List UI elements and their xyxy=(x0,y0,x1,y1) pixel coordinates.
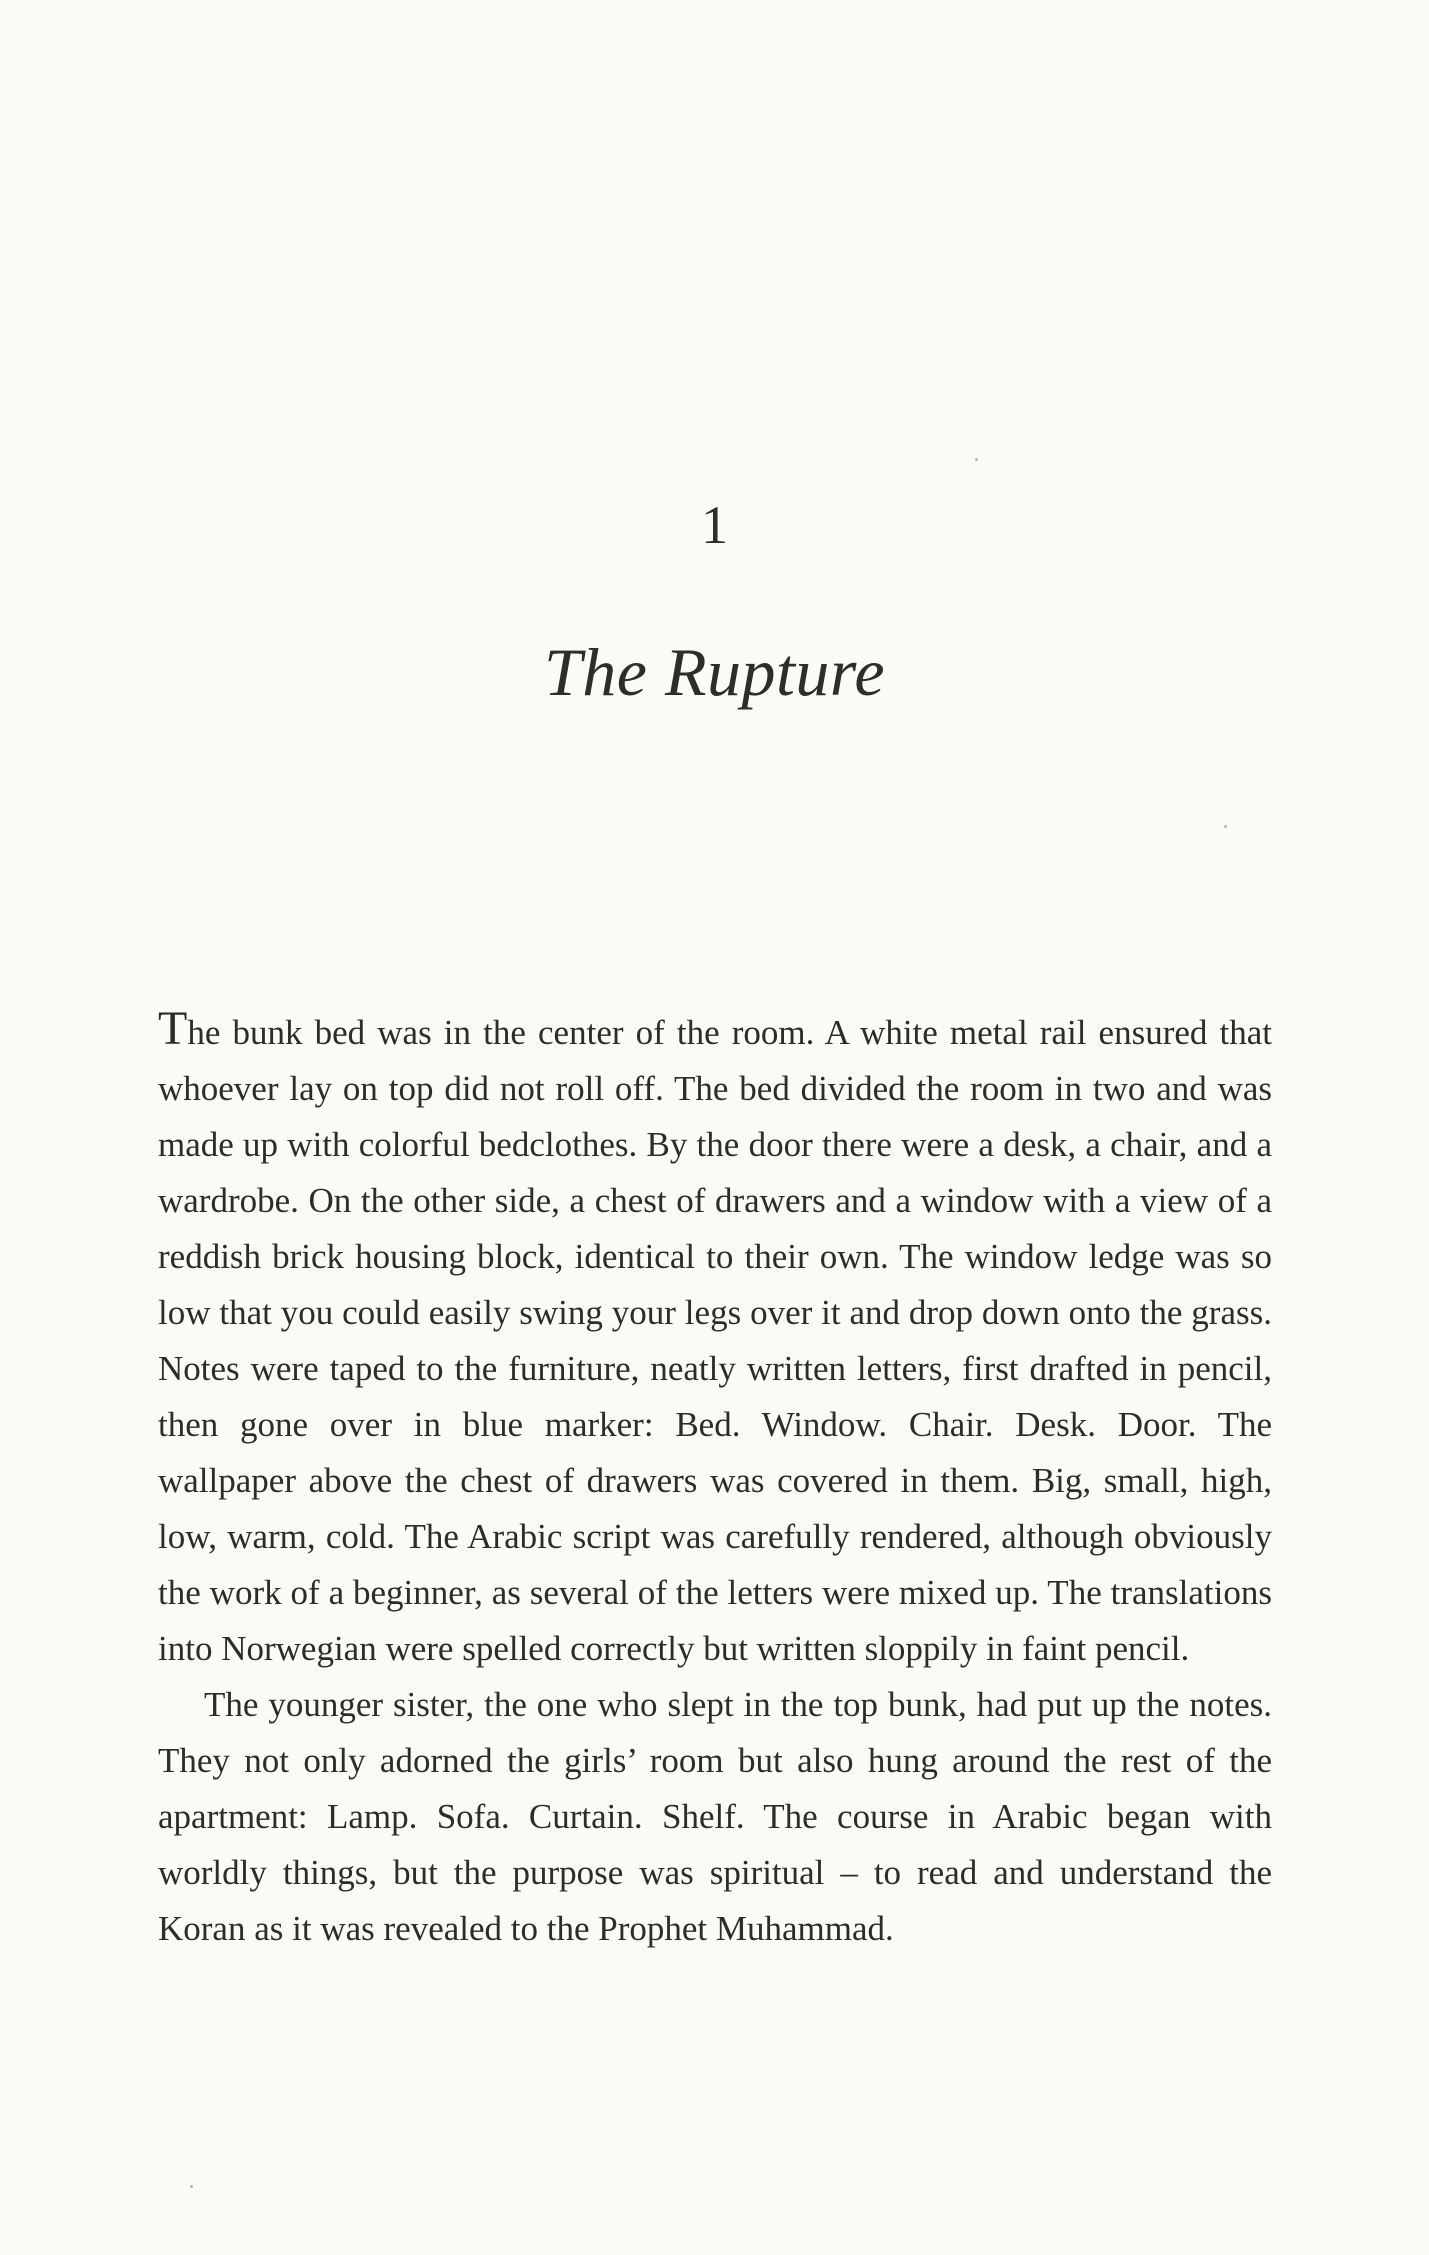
paragraph-1-text: he bunk bed was in the center of the room. A white metal rail ensured that whoever lay on top did not roll off. The bed divided the room in two and was made up with colorful bedclothes. By the door there were a desk, a chair, and a wardrobe. On the other side, a chest of drawers and a window with a view of a reddish brick housing block, identical to their own. The window ledge was so low that you could easily swing your legs over it and drop down onto the grass. Notes were taped to the furniture, neatly written letters, first drafted in pencil, then gone over in blue marker: Bed. Window. Chair. Desk. Door. The wallpaper above the chest of drawers was covered in them. Big, small, high, low, warm, cold. The Arabic script was carefully rendered, although obviously the work of a beginner, as several of the letters were mixed up. The translations into Norwegian were spelled correctly but written sloppily in faint pencil. xyxy=(158,1013,1272,1668)
chapter-body xyxy=(158,1002,1272,1957)
paragraph-2: The younger sister, the one who slept in the top bunk, had put up the notes. They not only adorned the girls’ room but also hung around the rest of the apartment: Lamp. Sofa. Curtain. Shelf. The course in Arabic began with worldly things, but the purpose was spiritual – to read and understand the Koran as it was revealed to the Prophet Muhammad. xyxy=(158,1685,1272,1948)
paper-speck xyxy=(1224,825,1227,828)
chapter-number: 1 xyxy=(701,495,728,555)
paragraph-initial: T xyxy=(158,1002,188,1055)
paper-speck xyxy=(975,458,978,461)
paper-speck xyxy=(190,2185,193,2188)
paragraph-1 xyxy=(158,1002,1272,1677)
chapter-title: The Rupture xyxy=(543,634,886,710)
